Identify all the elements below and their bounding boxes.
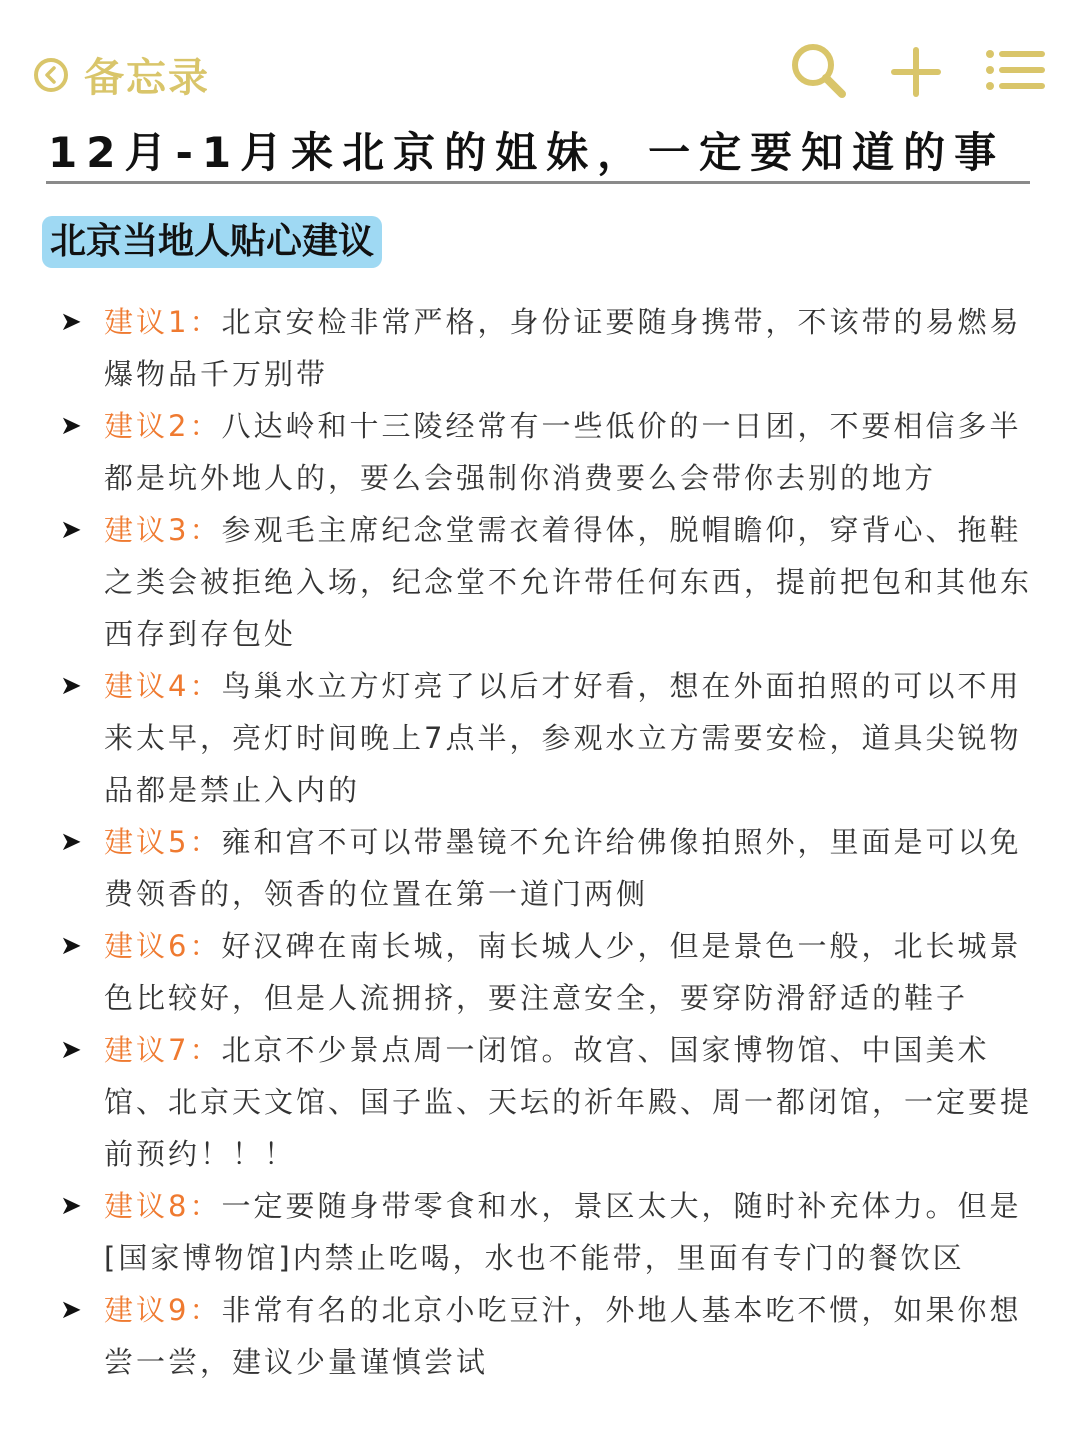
list-item: [60, 1180, 1040, 1284]
arrow-bullet-icon: ➤: [60, 671, 82, 701]
tip-label: 建议4：: [104, 669, 222, 703]
tip-text: 北京安检非常严格，身份证要随身携带，不该带的易燃易爆物品千万别带: [104, 305, 1022, 391]
tip-text: 非常有名的北京小吃豆汁，外地人基本吃不惯，如果你想尝一尝，建议少量谨慎尝试: [104, 1293, 1022, 1379]
list-item: [60, 816, 1040, 920]
list-item: [60, 660, 1040, 816]
list-item: [60, 920, 1040, 1024]
tip-text: 参观毛主席纪念堂需衣着得体，脱帽瞻仰，穿背心、拖鞋之类会被拒绝入场，纪念堂不允许带任何东西，提前把包和其他东西存到存包处: [104, 513, 1033, 651]
tip-label: 建议9：: [104, 1293, 222, 1327]
arrow-bullet-icon: ➤: [60, 1035, 82, 1065]
arrow-bullet-icon: ➤: [60, 827, 82, 857]
arrow-bullet-icon: ➤: [60, 1295, 82, 1325]
list-item: [60, 1284, 1040, 1388]
tip-text: 鸟巢水立方灯亮了以后才好看，想在外面拍照的可以不用来太早，亮灯时间晚上7点半，参观水立方需要安检，道具尖锐物品都是禁止入内的: [104, 669, 1022, 807]
list-icon: [982, 38, 1046, 102]
tip-label: 建议6：: [104, 929, 222, 963]
title-divider: [46, 181, 1030, 184]
tip-label: 建议5：: [104, 825, 222, 859]
tips-list: [60, 296, 1040, 1388]
back-circle-icon: [34, 58, 68, 92]
search-button[interactable]: [786, 38, 850, 102]
tip-label: 建议7：: [104, 1033, 222, 1067]
list-item: [60, 1024, 1040, 1180]
arrow-bullet-icon: ➤: [60, 307, 82, 337]
arrow-bullet-icon: ➤: [60, 411, 82, 441]
add-button[interactable]: [884, 38, 948, 102]
arrow-bullet-icon: ➤: [60, 1191, 82, 1221]
list-item: [60, 504, 1040, 660]
search-icon: [786, 38, 850, 102]
tip-text: 雍和宫不可以带墨镜不允许给佛像拍照外，里面是可以免费领香的，领香的位置在第一道门两侧: [104, 825, 1022, 911]
tip-text: 一定要随身带零食和水，景区太大，随时补充体力。但是[国家博物馆]内禁止吃喝，水也不能带，里面有专门的餐饮区: [104, 1189, 1022, 1275]
top-bar: [0, 0, 1080, 120]
tip-label: 建议2：: [104, 409, 222, 443]
list-item: [60, 400, 1040, 504]
tip-text: 北京不少景点周一闭馆。故宫、国家博物馆、中国美术馆、北京天文馆、国子监、天坛的祈年殿、周一都闭馆，一定要提前预约！！！: [104, 1033, 1033, 1171]
back-title: 备忘录: [84, 55, 210, 101]
list-item: [60, 296, 1040, 400]
list-button[interactable]: [982, 38, 1046, 102]
arrow-bullet-icon: ➤: [60, 515, 82, 545]
tip-text: 八达岭和十三陵经常有一些低价的一日团，不要相信多半都是坑外地人的，要么会强制你消费要么会带你去别的地方: [104, 409, 1022, 495]
plus-icon: [884, 38, 948, 102]
back-button[interactable]: [34, 46, 210, 103]
tip-label: 建议3：: [104, 513, 222, 547]
section-heading: 北京当地人贴心建议: [42, 216, 382, 268]
tip-label: 建议8：: [104, 1189, 222, 1223]
note-title: 12月-1月来北京的姐妹，一定要知道的事: [48, 128, 1006, 177]
tip-text: 好汉碑在南长城，南长城人少，但是景色一般，北长城景色比较好，但是人流拥挤，要注意安全，要穿防滑舒适的鞋子: [104, 929, 1022, 1015]
arrow-bullet-icon: ➤: [60, 931, 82, 961]
tip-label: 建议1：: [104, 305, 222, 339]
